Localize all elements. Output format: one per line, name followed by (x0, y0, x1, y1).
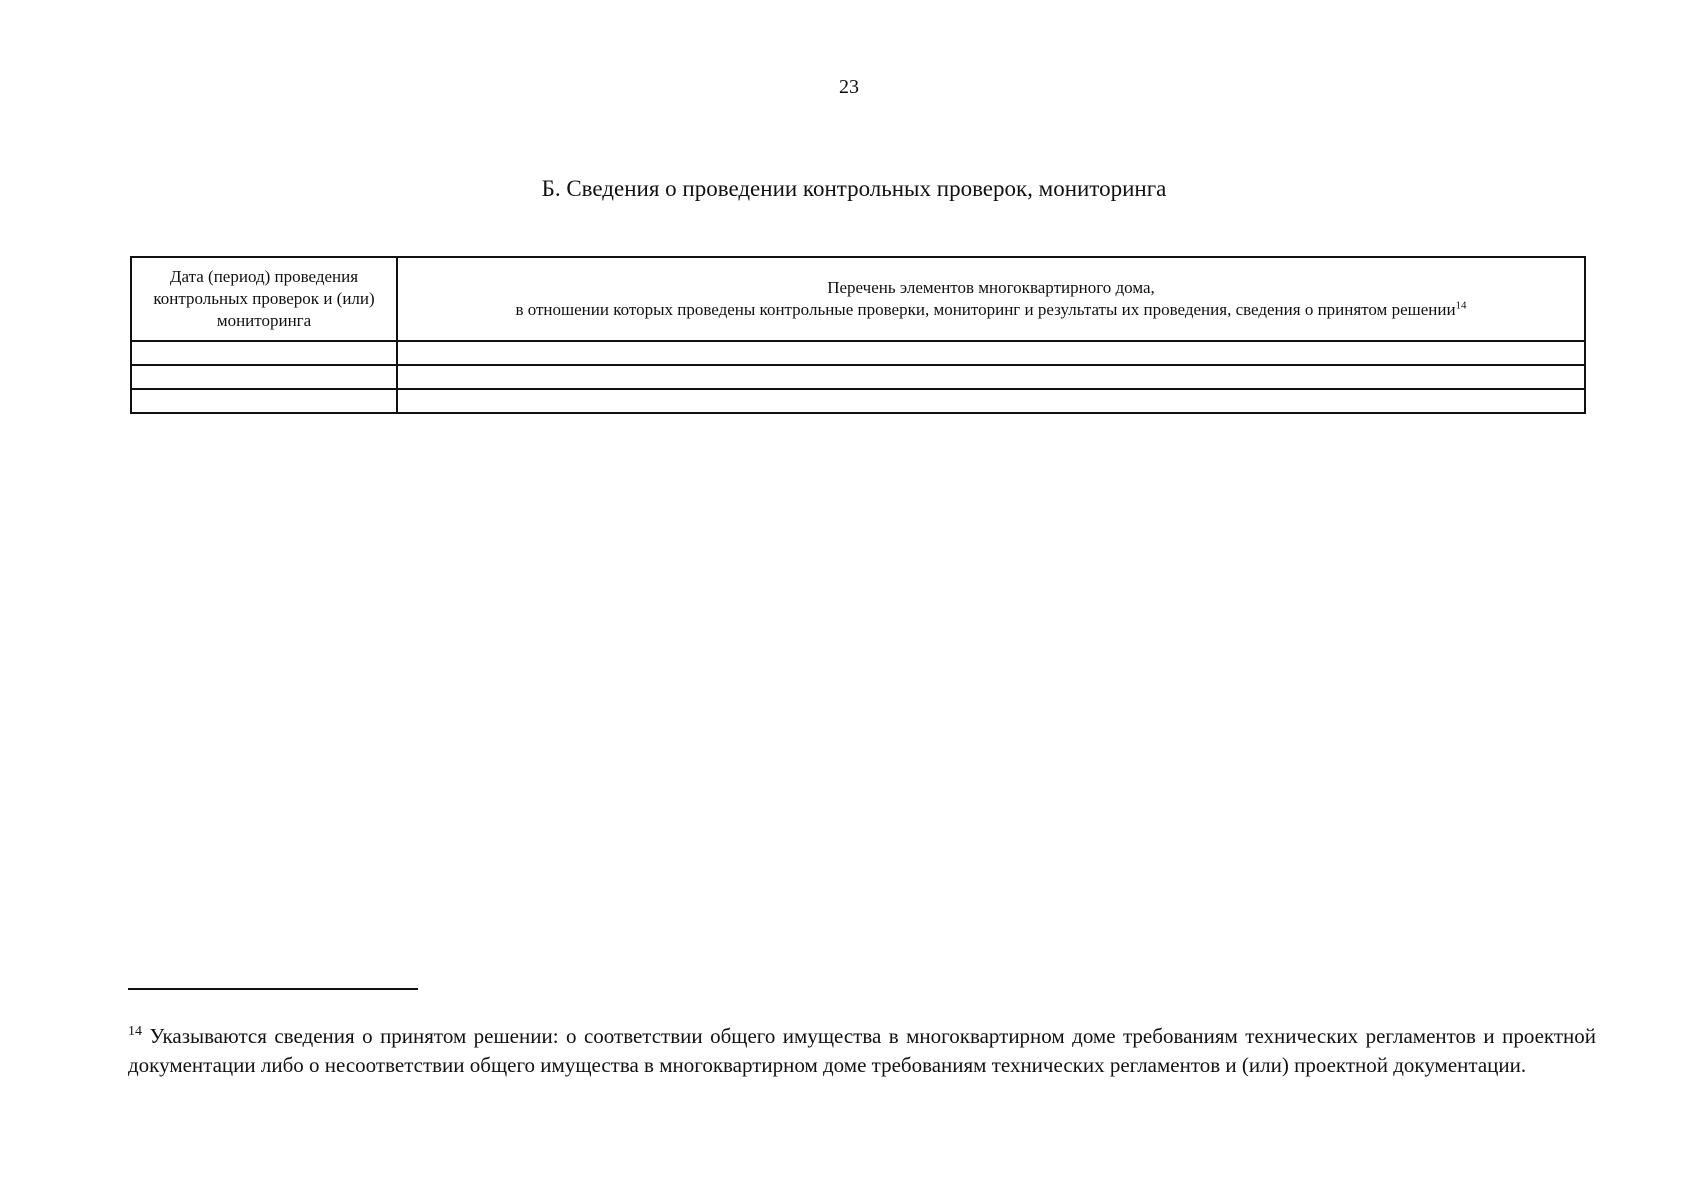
table-cell-elements (397, 389, 1585, 413)
header-elements-line1: Перечень элементов многоквартирного дома, (827, 278, 1155, 297)
header-elements-line2: в отношении которых проведены контрольные проверки, мониторинг и результаты их проведения, сведения о принятом решении (515, 300, 1456, 319)
footnote (128, 1022, 1596, 1080)
table-cell-elements (397, 365, 1585, 389)
footnote-mark: 14 (128, 1024, 142, 1039)
table-header-row (131, 257, 1585, 341)
footnote-divider (128, 988, 418, 990)
section-title: Б. Сведения о проведении контрольных проверок, мониторинга (541, 176, 1167, 201)
checks-table (130, 256, 1586, 414)
table-cell-date (131, 389, 397, 413)
table-row (131, 389, 1585, 413)
table-cell-date (131, 341, 397, 365)
header-elements-list (397, 257, 1585, 341)
footnote-text: Указываются сведения о принятом решении: о соответствии общего имущества в многоквартирном доме требованиям технических регламентов и проектной документации либо о несоответствии общего имущества в многоквартирном доме требованиям технических регламентов и (или) проектной документации. (128, 1024, 1596, 1077)
header-footnote-mark: 14 (1455, 299, 1467, 312)
table-row (131, 365, 1585, 389)
table-cell-elements (397, 341, 1585, 365)
table-cell-date (131, 365, 397, 389)
header-date-period: Дата (период) проведения контрольных проверок и (или) мониторинга (131, 257, 397, 341)
page-number: 23 (839, 76, 859, 98)
table-row (131, 341, 1585, 365)
